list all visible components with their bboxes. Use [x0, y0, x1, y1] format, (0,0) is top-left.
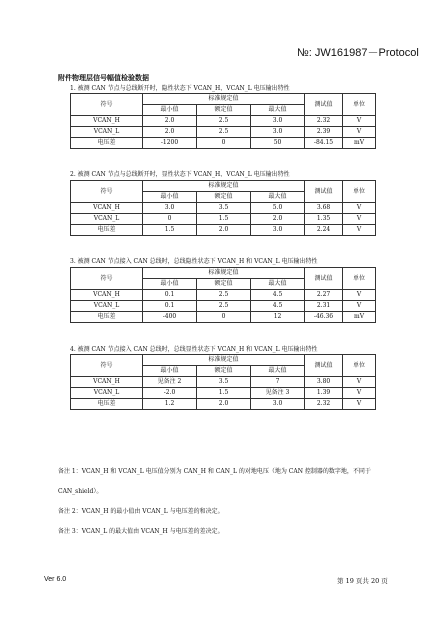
- header-measured: 测试值: [305, 181, 343, 203]
- cell-symbol: 电压差: [71, 225, 143, 236]
- header-min: 最小值: [143, 366, 197, 377]
- section-4-table: [70, 354, 376, 410]
- page-title: 附件物理层信号幅值检验数据: [58, 73, 149, 82]
- cell-min: -1200: [143, 138, 197, 149]
- cell-nominal: 1.5: [197, 214, 251, 225]
- section-1-heading: 1. 被测 CAN 节点与总线断开时，隐性状态下 VCAN_H、VCAN_L 电压输出特性: [70, 85, 290, 92]
- cell-symbol: VCAN_H: [71, 290, 143, 301]
- cell-min: -400: [143, 312, 197, 323]
- cell-symbol: 电压差: [71, 312, 143, 323]
- header-standard: 标准规定值: [143, 94, 305, 105]
- cell-unit: V: [343, 225, 376, 236]
- cell-min: -2.0: [143, 388, 197, 399]
- cell-unit: mV: [343, 138, 376, 149]
- header-symbol: 符号: [71, 181, 143, 203]
- note-1: 备注 1：VCAN_H 和 VCAN_L 电压值分别为 CAN_H 和 CAN_L 的对地电压（地为 CAN 控制器的数字地，不同于: [58, 468, 371, 475]
- cell-max: 见备注 3: [251, 388, 305, 399]
- table-header-row: [71, 268, 376, 279]
- cell-unit: V: [343, 203, 376, 214]
- header-nominal: 额定值: [197, 279, 251, 290]
- table-row: [71, 225, 376, 236]
- note-3: 备注 3：VCAN_L 的最大值由 VCAN_H 与电压差的差决定。: [58, 528, 224, 535]
- table-header-row: [71, 355, 376, 366]
- cell-measured: 3.80: [305, 377, 343, 388]
- header-symbol: 符号: [71, 355, 143, 377]
- header-measured: 测试值: [305, 355, 343, 377]
- cell-nominal: 2.5: [197, 116, 251, 127]
- cell-nominal: 2.0: [197, 225, 251, 236]
- cell-nominal: 2.5: [197, 127, 251, 138]
- cell-nominal: 3.5: [197, 377, 251, 388]
- cell-symbol: VCAN_H: [71, 377, 143, 388]
- cell-min: 1.5: [143, 225, 197, 236]
- cell-nominal: 3.5: [197, 203, 251, 214]
- cell-min: 0: [143, 214, 197, 225]
- header-nominal: 额定值: [197, 105, 251, 116]
- cell-unit: V: [343, 214, 376, 225]
- cell-unit: V: [343, 127, 376, 138]
- cell-symbol: 电压差: [71, 399, 143, 410]
- cell-unit: V: [343, 116, 376, 127]
- table-row: [71, 388, 376, 399]
- table-header-row: [71, 94, 376, 105]
- header-standard: 标准规定值: [143, 268, 305, 279]
- cell-min: 2.0: [143, 127, 197, 138]
- header-nominal: 额定值: [197, 366, 251, 377]
- header-nominal: 额定值: [197, 192, 251, 203]
- header-max: 最大值: [251, 366, 305, 377]
- header-max: 最大值: [251, 279, 305, 290]
- table-row: [71, 116, 376, 127]
- header-min: 最小值: [143, 192, 197, 203]
- cell-max: 3.0: [251, 399, 305, 410]
- table-header-row: [71, 181, 376, 192]
- table-row: [71, 399, 376, 410]
- cell-max: 50: [251, 138, 305, 149]
- header-standard: 标准规定值: [143, 181, 305, 192]
- cell-measured: -84.15: [305, 138, 343, 149]
- cell-min: 见备注 2: [143, 377, 197, 388]
- table-row: [71, 377, 376, 388]
- cell-nominal: 1.5: [197, 388, 251, 399]
- cell-unit: V: [343, 388, 376, 399]
- cell-max: 3.0: [251, 127, 305, 138]
- cell-symbol: 电压差: [71, 138, 143, 149]
- cell-measured: 2.27: [305, 290, 343, 301]
- cell-unit: V: [343, 399, 376, 410]
- cell-measured: 2.32: [305, 116, 343, 127]
- header-max: 最大值: [251, 192, 305, 203]
- table-row: [71, 301, 376, 312]
- cell-unit: V: [343, 290, 376, 301]
- header-unit: 单位: [343, 355, 376, 377]
- header-min: 最小值: [143, 105, 197, 116]
- cell-symbol: VCAN_L: [71, 127, 143, 138]
- header-measured: 测试值: [305, 268, 343, 290]
- cell-nominal: 2.0: [197, 399, 251, 410]
- header-max: 最大值: [251, 105, 305, 116]
- header-min: 最小值: [143, 279, 197, 290]
- cell-min: 2.0: [143, 116, 197, 127]
- cell-symbol: VCAN_L: [71, 301, 143, 312]
- cell-measured: 2.39: [305, 127, 343, 138]
- header-symbol: 符号: [71, 94, 143, 116]
- cell-measured: 2.31: [305, 301, 343, 312]
- cell-nominal: 0: [197, 312, 251, 323]
- cell-symbol: VCAN_L: [71, 388, 143, 399]
- cell-symbol: VCAN_H: [71, 203, 143, 214]
- cell-max: 12: [251, 312, 305, 323]
- cell-min: 0.1: [143, 290, 197, 301]
- cell-nominal: 0: [197, 138, 251, 149]
- cell-min: 0.1: [143, 301, 197, 312]
- table-row: [71, 138, 376, 149]
- cell-nominal: 2.5: [197, 290, 251, 301]
- table-row: [71, 290, 376, 301]
- note-1-continued: CAN_shield）。: [58, 488, 103, 495]
- section-3-heading: 3. 被测 CAN 节点接入 CAN 总线时，总线隐性状态下 VCAN_H 和 VCAN_L 电压输出特性: [70, 258, 318, 265]
- cell-symbol: VCAN_L: [71, 214, 143, 225]
- header-unit: 单位: [343, 268, 376, 290]
- document-number: №: JW161987－Protocol: [297, 47, 419, 59]
- table-row: [71, 203, 376, 214]
- cell-unit: mV: [343, 312, 376, 323]
- header-symbol: 符号: [71, 268, 143, 290]
- note-2: 备注 2：VCAN_H 的最小值由 VCAN_L 与电压差的和决定。: [58, 508, 224, 515]
- cell-unit: V: [343, 301, 376, 312]
- header-standard: 标准规定值: [143, 355, 305, 366]
- section-2-heading: 2. 被测 CAN 节点与总线断开时，显性状态下 VCAN_H、VCAN_L 电压输出特性: [70, 171, 290, 178]
- header-measured: 测试值: [305, 94, 343, 116]
- cell-measured: 1.39: [305, 388, 343, 399]
- cell-max: 4.5: [251, 290, 305, 301]
- table-row: [71, 214, 376, 225]
- section-3-table: [70, 267, 376, 323]
- cell-max: 7: [251, 377, 305, 388]
- cell-measured: 1.35: [305, 214, 343, 225]
- cell-nominal: 2.5: [197, 301, 251, 312]
- header-unit: 单位: [343, 94, 376, 116]
- cell-min: 1.2: [143, 399, 197, 410]
- cell-measured: 2.32: [305, 399, 343, 410]
- cell-unit: V: [343, 377, 376, 388]
- footer-version: Ver 6.0: [44, 576, 67, 583]
- cell-max: 4.5: [251, 301, 305, 312]
- cell-measured: -46.36: [305, 312, 343, 323]
- cell-symbol: VCAN_H: [71, 116, 143, 127]
- cell-measured: 2.24: [305, 225, 343, 236]
- header-unit: 单位: [343, 181, 376, 203]
- table-row: [71, 312, 376, 323]
- cell-max: 3.0: [251, 116, 305, 127]
- cell-max: 2.0: [251, 214, 305, 225]
- cell-max: 5.0: [251, 203, 305, 214]
- footer-page-number: 第 19 页共 20 页: [337, 577, 388, 585]
- cell-min: 3.0: [143, 203, 197, 214]
- section-4-heading: 4. 被测 CAN 节点接入 CAN 总线时，总线显性状态下 VCAN_H 和 VCAN_L 电压输出特性: [70, 346, 318, 353]
- section-1-table: [70, 93, 376, 149]
- table-row: [71, 127, 376, 138]
- cell-max: 3.0: [251, 225, 305, 236]
- cell-measured: 3.68: [305, 203, 343, 214]
- section-2-table: [70, 180, 376, 236]
